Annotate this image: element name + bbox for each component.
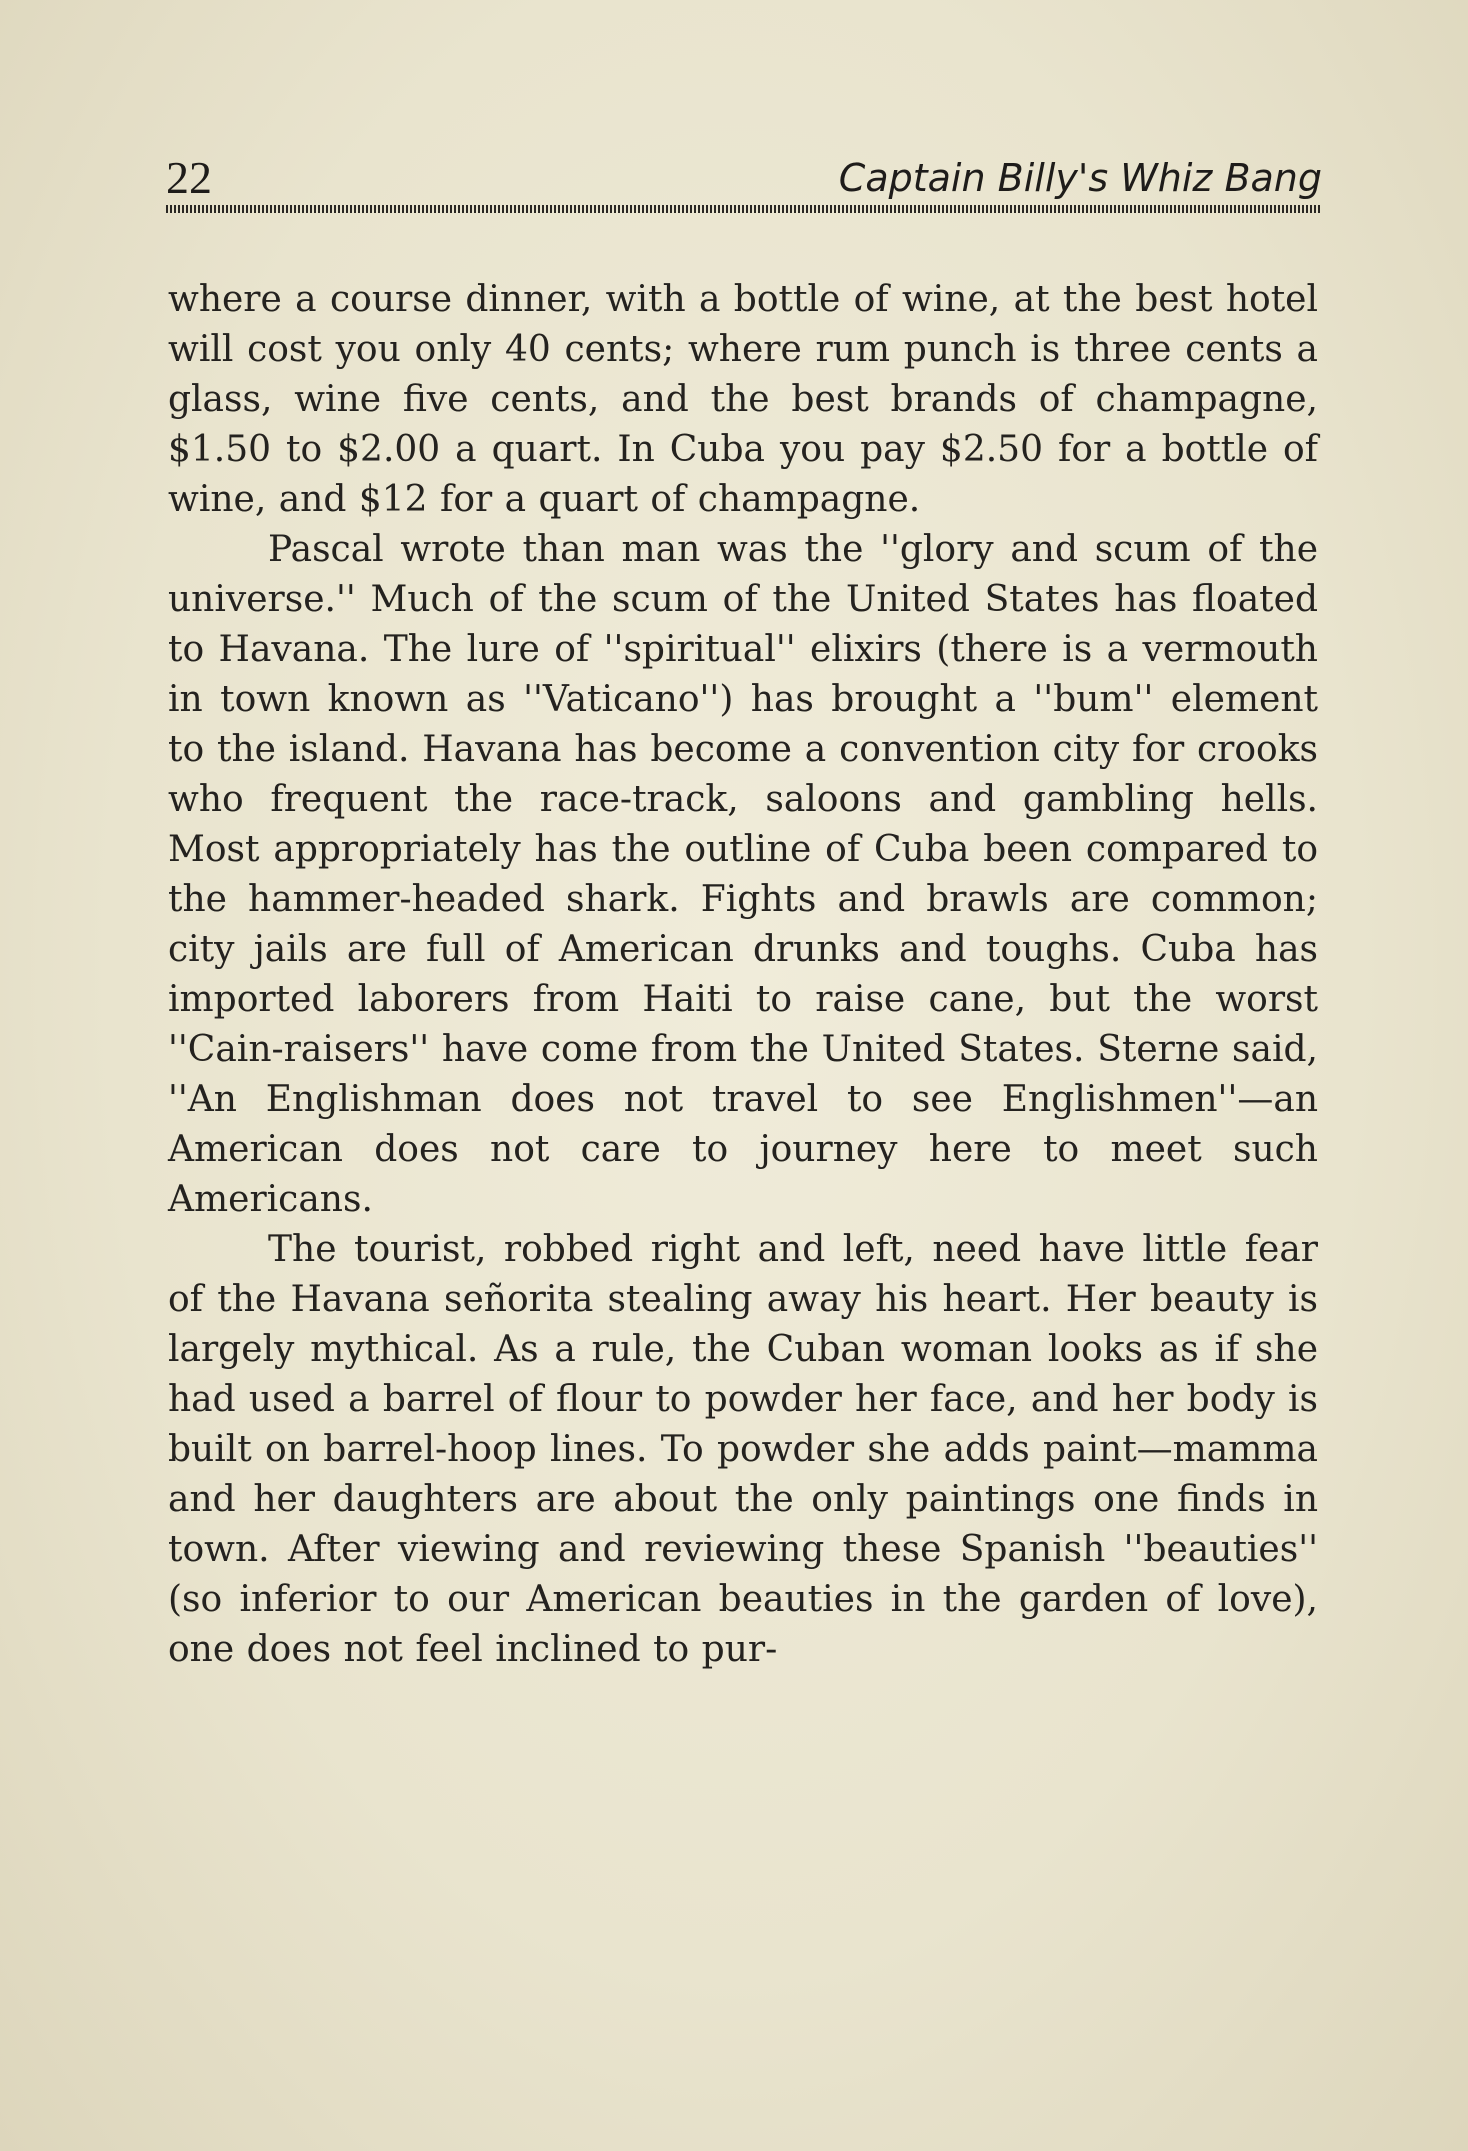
page-number: 22 [166,152,212,203]
paragraph-1: where a course dinner, with a bottle of wine, at the best hotel will cost you only 40 cents; where rum punch is three cents a glass, wine five cents, and the best brands of champagne, $1.50 to $2.00 a quart. In Cuba you pay $2.50 for a bottle of wine, and $12 for a quart of champagne. [168,279,1318,520]
running-title: Captain Billy's Whiz Bang [838,156,1322,200]
page-header [166,150,1322,206]
body-text [168,275,1318,1675]
paragraph-3: The tourist, robbed right and left, need have little fear of the Havana señorita stealing away his heart. Her beauty is largely mythical. As a rule, the Cuban woman looks as if she had used a barrel of flour to powder her face, and her body is built on barrel-hoop lines. To powder she adds paint—mamma and her daughters are about the only paintings one finds in town. After viewing and reviewing these Spanish ''beauties'' (so inferior to our American beauties in the garden of love), one does not feel inclined to pur- [168,1229,1318,1670]
paragraph-2: Pascal wrote than man was the ''glory and scum of the universe.'' Much of the scum of the United States has floated to Havana. The lure of ''spiritual'' elixirs (there is a vermouth in town known as ''Vaticano'') has brought a ''bum'' element to the island. Havana has become a convention city for crooks who frequent the race-track, saloons and gambling hells. Most appropriately has the outline of Cuba been compared to the hammer-headed shark. Fights and brawls are common; city jails are full of American drunks and toughs. Cuba has imported laborers from Haiti to raise cane, but the worst ''Cain-raisers'' have come from the United States. Sterne said, ''An Englishman does not travel to see Englishmen''—an American does not care to journey here to meet such Americans. [168,529,1318,1220]
header-rule [166,205,1322,213]
